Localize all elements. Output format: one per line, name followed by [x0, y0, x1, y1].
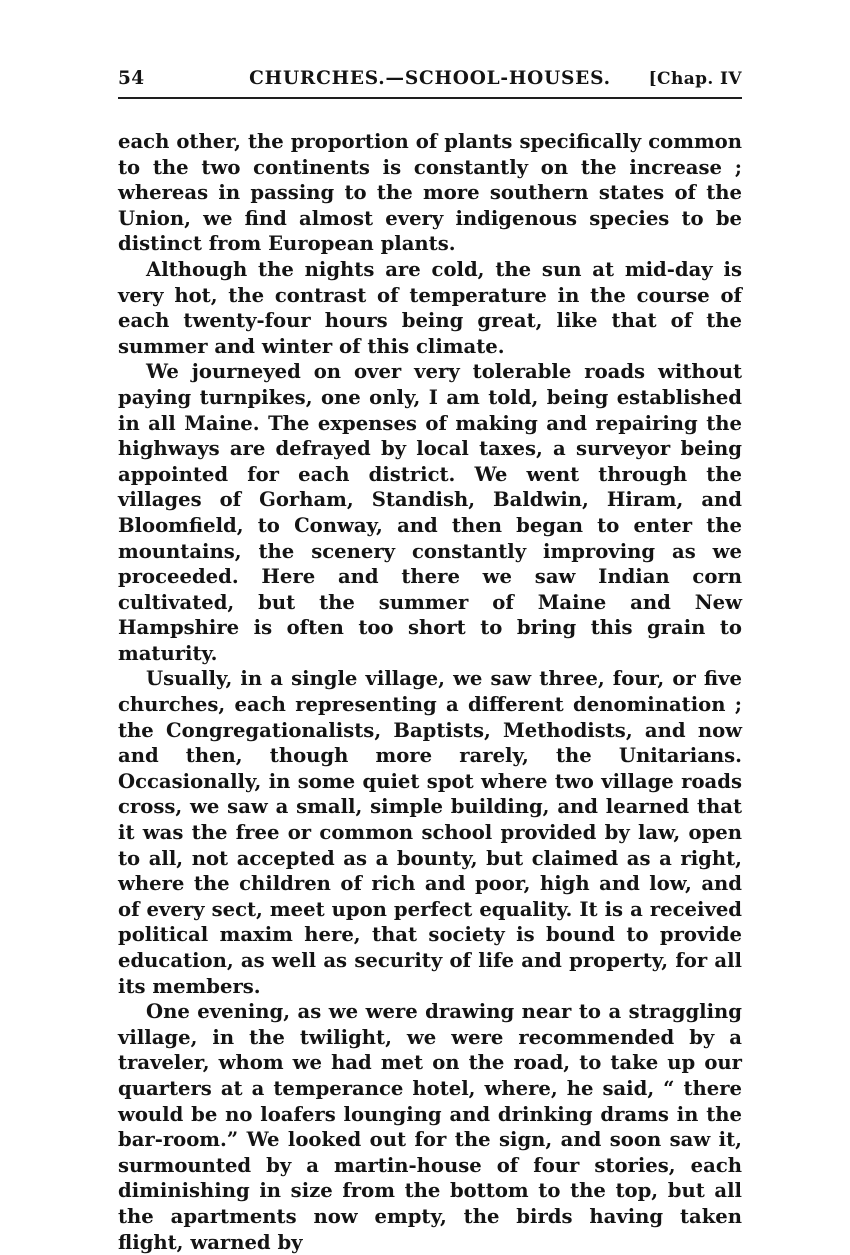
body-text [118, 129, 742, 1255]
running-title: CHURCHES.—SCHOOL-HOUSES. [249, 68, 611, 89]
paragraph-journey: We journeyed on over very tolerable roads without paying turnpikes, one only, I am told, being established in all Maine. The expenses of making and repairing the highways are defrayed by local taxes, a surveyor being appointed for each district. We went through the villages of Gorham, Standish, Baldwin, Hiram, and Bloomfield, to Conway, and then began to enter the mountains, the scenery constantly improving as we proceeded. Here and there we saw Indian corn cultivated, but the summer of Maine and New Hampshire is often too short to bring this grain to maturity. [118, 360, 742, 665]
paragraph-temperance-hotel: One evening, as we were drawing near to a straggling village, in the twilight, we were recommended by a traveler, whom we had met on the road, to take up our quarters at a temperance hotel, where, he said, “ there would be no loafers lounging and drinking drams in the bar-room.” We looked out for the sign, and soon saw it, surmounted by a martin-house of four stories, each diminishing in size from the bottom to the top, but all the apartments now empty, the birds having taken flight, warned by [118, 1000, 742, 1254]
chapter-marker: [Chap. IV [648, 69, 742, 89]
paragraph-continued: each other, the proportion of plants specifically common to the two continents is constantly on the increase ; whereas in passing to the more southern states of the Union, we find almost every indigenous species to be distinct from European plants. [118, 130, 742, 256]
page-number: 54 [118, 68, 145, 89]
paragraph-churches-schools: Usually, in a single village, we saw three, four, or five churches, each representing a different denomination ; the Congregationalists, Baptists, Methodists, and now and then, though more rarely, the Unitarians. Occasionally, in some quiet spot where two village roads cross, we saw a small, simple building, and learned that it was the free or common school provided by law, open to all, not accepted as a bounty, but claimed as a right, where the children of rich and poor, high and low, and of every sect, meet upon perfect equality. It is a received political maxim here, that society is bound to provide education, as well as security of life and property, for all its members. [118, 667, 742, 998]
paragraph-climate: Although the nights are cold, the sun at mid-day is very hot, the contrast of temperature in the course of each twenty-four hours being great, like that of the summer and winter of this climate. [118, 257, 742, 358]
running-head [118, 68, 742, 99]
